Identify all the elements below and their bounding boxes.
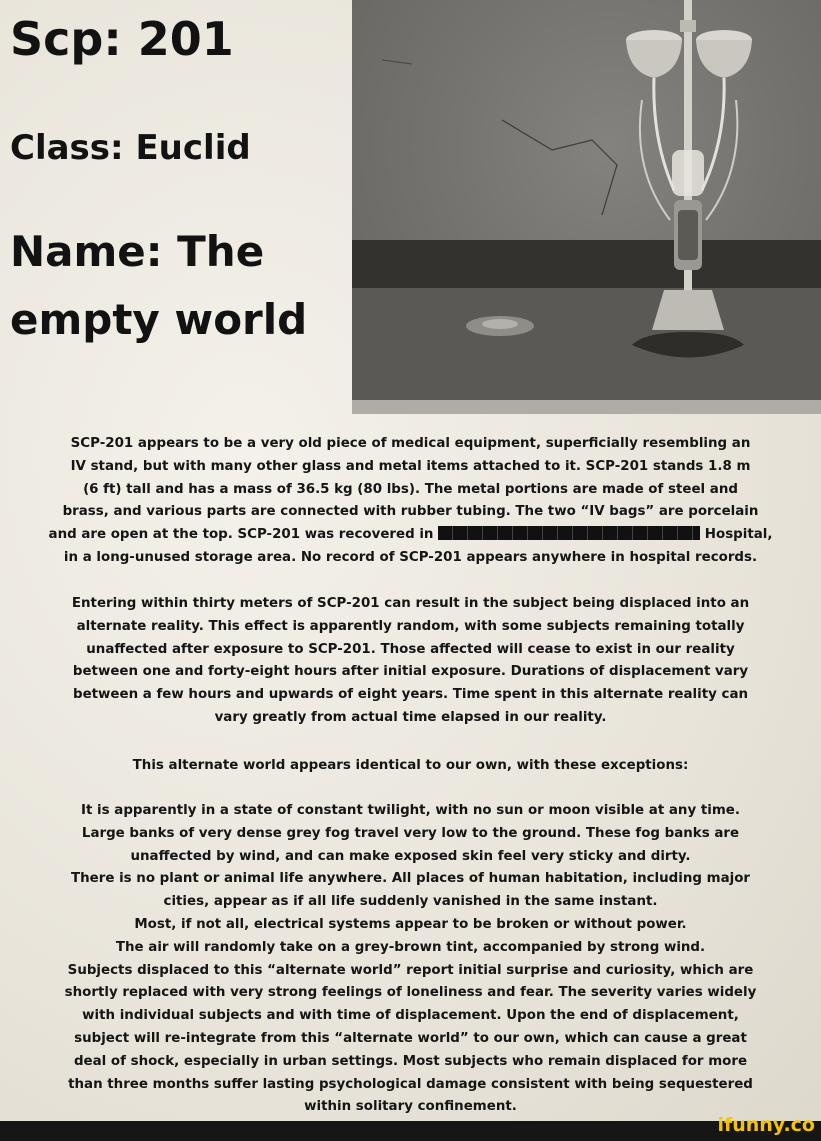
footer-bar [0, 1121, 821, 1141]
text-line: deal of shock, especially in urban settings. Most subjects who remain displaced for more [73, 1053, 748, 1069]
text-line: There is no plant or animal life anywhere. All places of human habitation, including major [70, 871, 751, 887]
text-line: between a few hours and upwards of eight years. Time spent in this alternate reality can [72, 687, 749, 703]
text-line: brass, and various parts are connected with rubber tubing. The two “IV bags” are porcelain [62, 504, 759, 520]
text-line: vary greatly from actual time elapsed in our reality. [214, 709, 607, 725]
text-line: (6 ft) tall and has a mass of 36.5 kg (80 lbs). The metal portions are made of steel and [83, 481, 738, 497]
text-line: The air will randomly take on a grey-brown tint, accompanied by strong wind. [115, 939, 706, 955]
text-line: between one and forty-eight hours after initial exposure. Durations of displacement vary [72, 664, 749, 680]
object-name-heading-line2: empty world [10, 295, 308, 344]
text-line: with individual subjects and with time of displacement. Upon the end of displacement, [82, 1008, 739, 1024]
object-class-heading: Class: Euclid [10, 128, 251, 168]
redacted-block [438, 526, 700, 540]
text-line: than three months suffer lasting psychological damage consistent with being sequestered [68, 1076, 753, 1092]
exceptions-list [0, 800, 821, 1119]
page-title: Scp: 201 [10, 12, 234, 66]
description-paragraph [0, 433, 821, 570]
exceptions-intro [0, 755, 821, 778]
text-line: IV stand, but with many other glass and metal items attached to it. SCP-201 stands 1.8 m [70, 458, 751, 474]
text-line: Most, if not all, electrical systems appear to be broken or without power. [134, 916, 687, 932]
text-segment: and are open at the top. SCP-201 was recovered in [48, 527, 434, 543]
effect-paragraph [0, 593, 821, 730]
text-line: in a long-unused storage area. No record of SCP-201 appears anywhere in hospital records. [63, 549, 758, 565]
text-line: cities, appear as if all life suddenly vanished in the same instant. [163, 894, 658, 910]
scp-201-photo [352, 0, 821, 414]
text-line: unaffected after exposure to SCP-201. Those affected will cease to exist in our reality [86, 641, 735, 657]
text-line: shortly replaced with very strong feelings of loneliness and fear. The severity varies widely [64, 985, 757, 1001]
text-line: subject will re-integrate from this “alternate world” to our own, which can cause a great [74, 1030, 747, 1046]
text-line: SCP-201 appears to be a very old piece of medical equipment, superficially resembling an [70, 436, 751, 451]
ifunny-watermark: ifunny.co [717, 1114, 815, 1136]
text-segment: Hospital, [704, 527, 773, 543]
text-line: Subjects displaced to this “alternate world” report initial surprise and curiosity, which are [67, 962, 754, 978]
text-line: It is apparently in a state of constant twilight, with no sun or moon visible at any time. [81, 803, 740, 818]
text-line: This alternate world appears identical to our own, with these exceptions: [132, 758, 689, 773]
text-line: Large banks of very dense grey fog travel very low to the ground. These fog banks are [81, 825, 740, 841]
text-line: unaffected by wind, and can make exposed skin feel very sticky and dirty. [130, 848, 691, 864]
text-line: within solitary confinement. [304, 1099, 517, 1115]
text-line [0, 524, 821, 547]
text-line: alternate reality. This effect is apparently random, with some subjects remaining totally [76, 618, 745, 634]
text-line: Entering within thirty meters of SCP-201 can result in the subject being displaced into an [71, 596, 750, 611]
object-name-heading-line1: Name: The [10, 227, 265, 276]
